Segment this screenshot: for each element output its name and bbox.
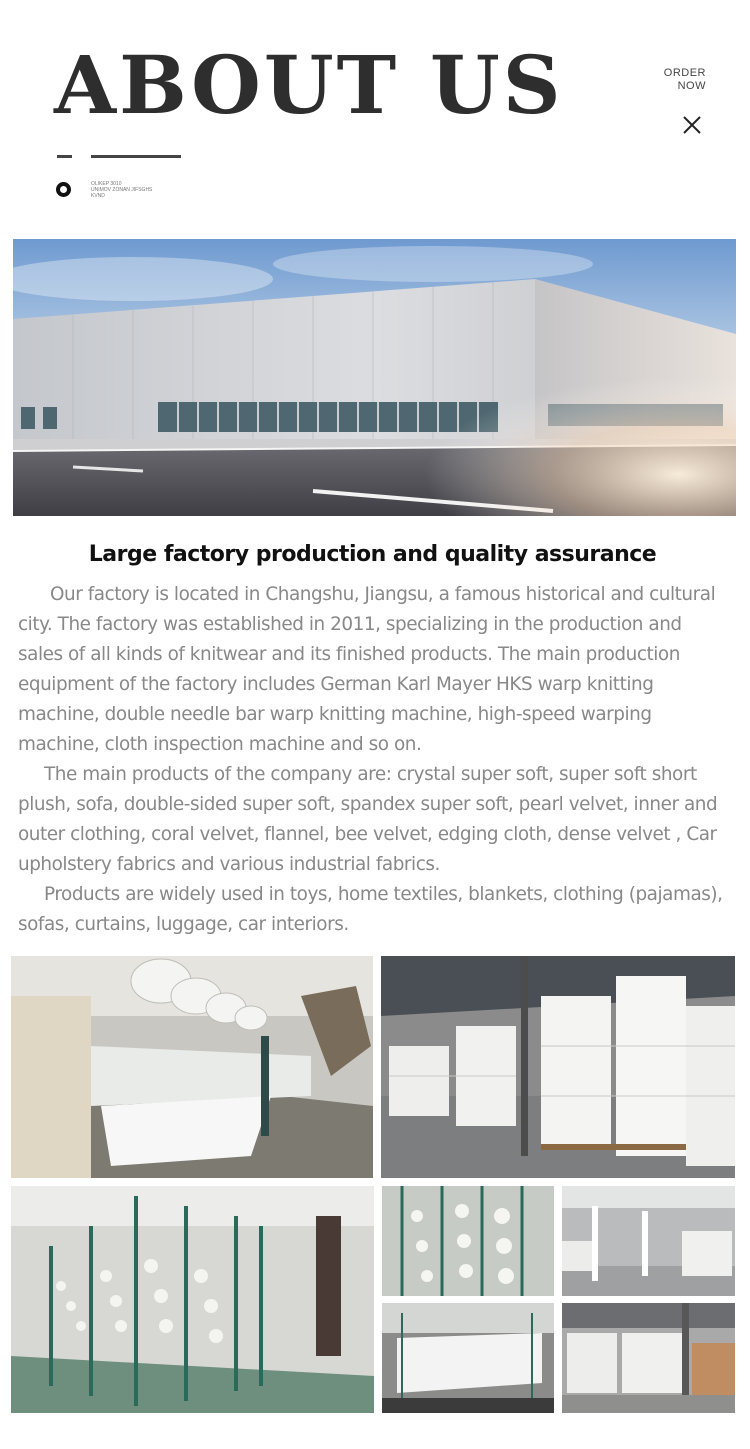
decorative-dash-long xyxy=(91,155,181,158)
description-paragraph xyxy=(18,880,728,940)
decorative-ring-icon xyxy=(56,182,71,197)
warehouse-interior-photo xyxy=(562,1186,735,1296)
warehouse-yarn-stock-photo xyxy=(381,956,735,1178)
company-description xyxy=(18,580,728,940)
description-paragraph xyxy=(18,580,728,760)
creel-detail-photo xyxy=(382,1186,554,1296)
paragraph-text: Products are widely used in toys, home textiles, blankets, clothing (pajamas), sofas, curtains, luggage, car interiors. xyxy=(18,884,723,935)
paragraph-text: Our factory is located in Changshu, Jiangsu, a famous historical and cultural city. The factory was established in 2011, specializing in the production and sales of all kinds of knitwear and its finished products. The main production equipment of the factory includes German Karl Mayer HKS warp knitting machine, double needle bar warp knitting machine, high-speed warping machine, cloth inspection machine and so on. xyxy=(18,584,716,755)
decorative-small-text xyxy=(91,181,161,199)
order-now-label-line2: NOW xyxy=(677,80,706,92)
section-heading: Large factory production and quality assurance xyxy=(88,542,657,567)
description-paragraph xyxy=(18,760,728,880)
small-text-line1: OLIKEP 3010 xyxy=(91,181,122,187)
close-icon[interactable] xyxy=(681,114,703,136)
factory-building-photo xyxy=(13,239,736,516)
decorative-dash-short xyxy=(57,155,72,158)
order-now-label-line1: ORDER xyxy=(663,67,706,79)
page-title: ABOUT US xyxy=(54,38,564,132)
warp-knitting-machine-photo xyxy=(11,956,373,1178)
order-now-button[interactable] xyxy=(652,67,706,93)
warping-creel-photo xyxy=(11,1186,374,1413)
knitting-machine-fabric-photo xyxy=(382,1303,554,1413)
small-text-line3: KVND xyxy=(91,193,105,199)
small-text-line2: UNIMOV ZONAN JIFSGHS xyxy=(91,187,153,193)
packed-goods-storage-photo xyxy=(562,1303,735,1413)
paragraph-text: The main products of the company are: crystal super soft, super soft short plush, sofa, double-sided super soft, spandex super soft, pearl velvet, inner and outer clothing, coral velvet, flannel, bee velvet, edging cloth, dense velvet , Car upholstery fabrics and various industrial fabrics. xyxy=(18,764,718,875)
